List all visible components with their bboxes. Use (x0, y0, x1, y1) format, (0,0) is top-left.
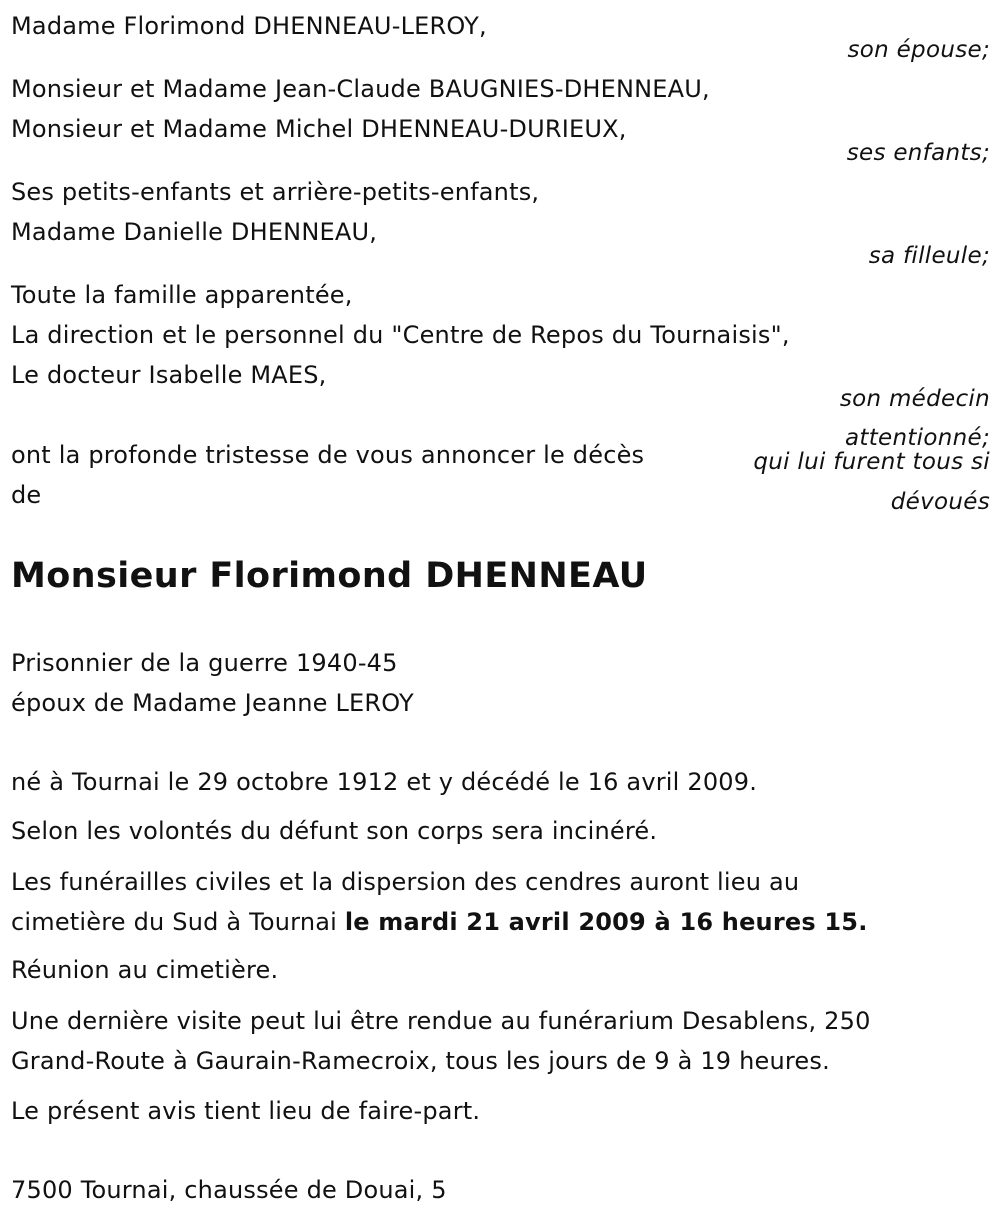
announcer-child-1: Monsieur et Madame Jean-Claude BAUGNIES-DHENNEAU, (11, 75, 710, 103)
funeral-date: le mardi 21 avril 2009 à 16 heures 15. (344, 908, 868, 936)
announcer-doctor: Le docteur Isabelle MAES, (11, 361, 327, 389)
announcer-grandchildren: Ses petits-enfants et arrière-petits-enfants, (11, 178, 540, 206)
cremation-info: Selon les volontés du défunt son corps sera incinéré. (11, 817, 658, 845)
deceased-prisoner: Prisonnier de la guerre 1940-45 (11, 649, 398, 677)
role-doctor-line1: son médecin (839, 386, 990, 412)
meeting-info: Réunion au cimetière. (11, 956, 279, 984)
announcement-line2: de (11, 481, 42, 509)
funeral-info-line2 (11, 902, 868, 942)
deceased-name: Monsieur Florimond DHENNEAU (11, 556, 648, 596)
role-devoted-line2: dévoués (890, 489, 990, 515)
role-doctor-line2: attentionné; (845, 425, 990, 451)
funeral-info-line1: Les funérailles civiles et la dispersion des cendres auront lieu au (11, 868, 800, 896)
announcer-child-2: Monsieur et Madame Michel DHENNEAU-DURIEUX, (11, 115, 627, 143)
role-spouse: son épouse; (847, 37, 990, 63)
role-devoted-line1: qui lui furent tous si (753, 449, 990, 475)
deceased-spouse: époux de Madame Jeanne LEROY (11, 689, 414, 717)
funeral-location: cimetière du Sud à Tournai (11, 908, 345, 936)
role-children: ses enfants; (846, 140, 990, 166)
announcer-care-home: La direction et le personnel du "Centre de Repos du Tournaisis", (11, 321, 790, 349)
address: 7500 Tournai, chaussée de Douai, 5 (11, 1176, 447, 1204)
birth-death-info: né à Tournai le 29 octobre 1912 et y décédé le 16 avril 2009. (11, 768, 758, 796)
notice-info: Le présent avis tient lieu de faire-part. (11, 1097, 481, 1125)
announcer-spouse: Madame Florimond DHENNEAU-LEROY, (11, 12, 487, 40)
announcer-goddaughter: Madame Danielle DHENNEAU, (11, 218, 378, 246)
role-goddaughter: sa filleule; (868, 243, 990, 269)
visit-info-line2: Grand-Route à Gaurain-Ramecroix, tous les jours de 9 à 19 heures. (11, 1047, 830, 1075)
visit-info-line1: Une dernière visite peut lui être rendue au funérarium Desablens, 250 (11, 1007, 871, 1035)
announcer-family: Toute la famille apparentée, (11, 281, 353, 309)
announcement-line1: ont la profonde tristesse de vous annoncer le décès (11, 441, 645, 469)
